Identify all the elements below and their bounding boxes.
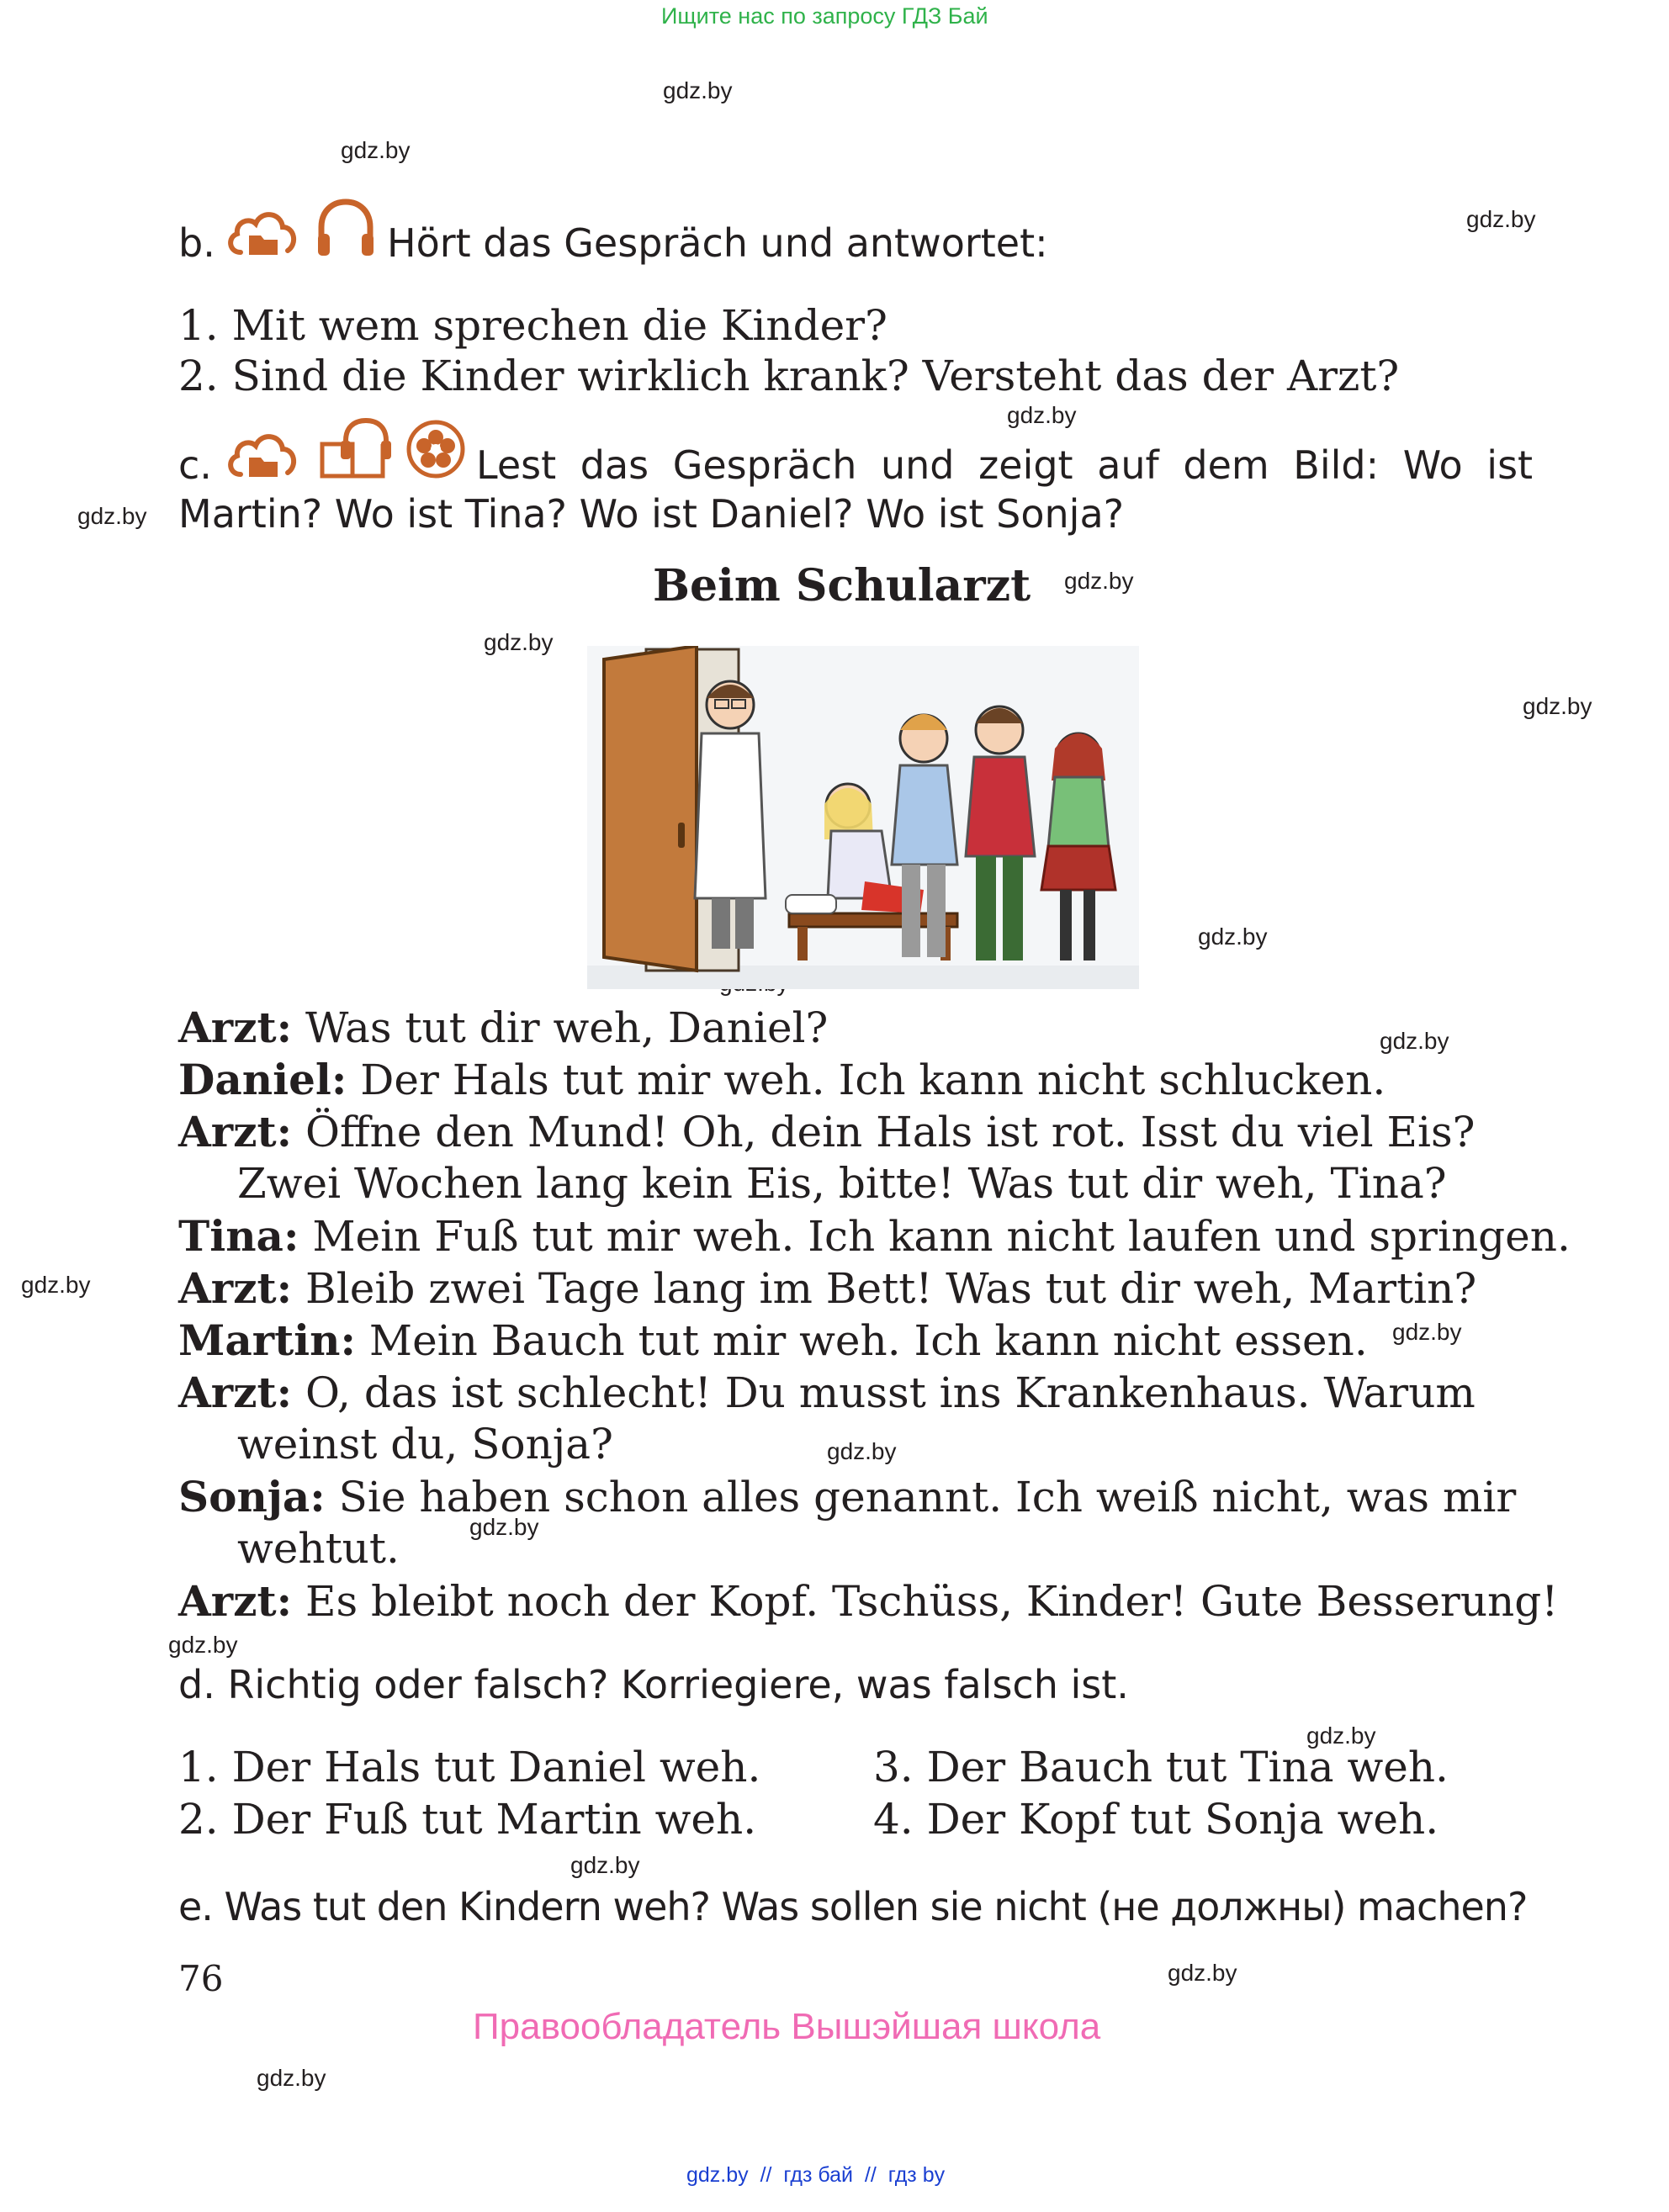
cloud-folder-icon (225, 424, 301, 483)
dialogue-continuation: weinst du, Sonja? (237, 1420, 613, 1468)
question-text: Sind die Kinder wirklich krank? Versteht das der Arzt? (231, 352, 1400, 400)
dialogue-text: Bleib zwei Tage lang im Bett! Was tut dir weh, Martin? (305, 1264, 1477, 1313)
true-false-item: 1. Der Hals tut Daniel weh. (178, 1743, 761, 1791)
footer-link[interactable]: гдз by (887, 2163, 946, 2187)
watermark: gdz.by (1007, 402, 1077, 428)
top-banner[interactable]: Ищите нас по запросу ГДЗ Бай (661, 3, 988, 29)
dialogue-line (178, 1472, 1516, 1521)
dialogue-continuation: wehtut. (237, 1524, 400, 1573)
dialogue-line (178, 1263, 1476, 1313)
dialogue-text: Mein Fuß tut mir weh. Ich kann nicht laufen und springen. (312, 1212, 1571, 1261)
section-c-instruction-line1: Lest das Gespräch und zeigt auf dem Bild: Wo ist (476, 442, 1534, 488)
question-number: 1. (178, 301, 219, 350)
dialogue-text: Sie haben schon alles genannt. Ich weiß nicht, was mir (338, 1473, 1517, 1521)
section-d-instruction: d. Richtig oder falsch? Korriegiere, was falsch ist. (178, 1662, 1129, 1707)
speaker: Arzt: (178, 1368, 293, 1417)
watermark: gdz.by (257, 2065, 326, 2091)
question-2 (178, 352, 1399, 400)
footer-link[interactable]: гдз бай (783, 2163, 853, 2187)
section-b-instruction: Hört das Gespräch und antwortet: (387, 220, 1048, 266)
footer-separator: // (864, 2163, 877, 2187)
dialogue-text: Was tut dir weh, Daniel? (305, 1003, 829, 1052)
speaker: Sonja: (178, 1472, 326, 1521)
watermark: gdz.by (1523, 693, 1592, 719)
dialogue-text: Mein Bauch tut mir weh. Ich kann nicht essen. (368, 1316, 1368, 1365)
speaker: Arzt: (178, 1263, 293, 1313)
speaker: Tina: (178, 1211, 299, 1261)
dialogue-line (178, 1576, 1558, 1626)
dialogue-text: Der Hals tut mir weh. Ich kann nicht schlucken. (360, 1056, 1386, 1104)
footer-links (686, 2163, 945, 2188)
speaker: Arzt: (178, 1576, 293, 1626)
watermark: gdz.by (663, 77, 733, 103)
section-e-instruction: e. Was tut den Kindern weh? Was sollen sie nicht (не должны) machen? (178, 1884, 1528, 1929)
dialogue-text: Es bleibt noch der Kopf. Tschüss, Kinder! Gute Besserung! (305, 1577, 1559, 1626)
copyright-notice: Правообладатель Вышэйшая школа (473, 2006, 1101, 2047)
watermark: gdz.by (1466, 206, 1536, 232)
dialogue-line (178, 1003, 828, 1052)
dialogue-line (178, 1055, 1386, 1104)
dialogue-line (178, 1107, 1475, 1156)
question-number: 2. (178, 352, 219, 400)
true-false-item: 2. Der Fuß tut Martin weh. (178, 1795, 757, 1844)
section-c-letter: c. (178, 442, 212, 488)
watermark: gdz.by (827, 1438, 897, 1464)
dialogue-title: Beim Schularzt (653, 560, 1031, 611)
watermark: gdz.by (1064, 568, 1134, 594)
cloud-folder-icon (225, 202, 301, 261)
section-b-letter: b. (178, 220, 215, 266)
flower-icon (405, 419, 466, 479)
book-headphones-icon (315, 415, 395, 483)
watermark: gdz.by (570, 1852, 640, 1878)
headphones-icon (313, 197, 379, 262)
watermark: gdz.by (1380, 1028, 1449, 1054)
footer-link[interactable]: gdz.by (686, 2163, 749, 2187)
true-false-item: 3. Der Bauch tut Tina weh. (873, 1743, 1449, 1791)
dialogue-line (178, 1315, 1368, 1365)
dialogue-text: Öffne den Mund! Oh, dein Hals ist rot. Isst du viel Eis? (305, 1108, 1476, 1156)
watermark: gdz.by (484, 629, 554, 655)
dialogue-continuation: Zwei Wochen lang kein Eis, bitte! Was tut dir weh, Tina? (237, 1159, 1447, 1208)
speaker: Daniel: (178, 1055, 347, 1104)
watermark: gdz.by (341, 137, 411, 163)
section-c-instruction-line2: Martin? Wo ist Tina? Wo ist Daniel? Wo ist Sonja? (178, 491, 1125, 537)
speaker: Arzt: (178, 1107, 293, 1156)
page-number: 76 (178, 1958, 224, 1999)
watermark: gdz.by (21, 1272, 91, 1298)
watermark: gdz.by (1198, 923, 1268, 950)
speaker: Martin: (178, 1315, 356, 1365)
dialogue-text: O, das ist schlecht! Du musst ins Krankenhaus. Warum (305, 1368, 1476, 1417)
watermark: gdz.by (1168, 1960, 1237, 1986)
question-text: Mit wem sprechen die Kinder? (231, 301, 887, 350)
watermark: gdz.by (168, 1632, 238, 1658)
watermark: gdz.by (1306, 1723, 1376, 1749)
watermark: gdz.by (1392, 1319, 1462, 1345)
footer-separator: // (760, 2163, 772, 2187)
speaker: Arzt: (178, 1003, 293, 1052)
watermark: gdz.by (77, 503, 147, 529)
illustration (587, 646, 1139, 989)
dialogue-line (178, 1211, 1571, 1261)
true-false-item: 4. Der Kopf tut Sonja weh. (873, 1795, 1439, 1844)
question-1 (178, 301, 887, 350)
dialogue-line (178, 1368, 1476, 1417)
watermark: gdz.by (469, 1514, 539, 1540)
